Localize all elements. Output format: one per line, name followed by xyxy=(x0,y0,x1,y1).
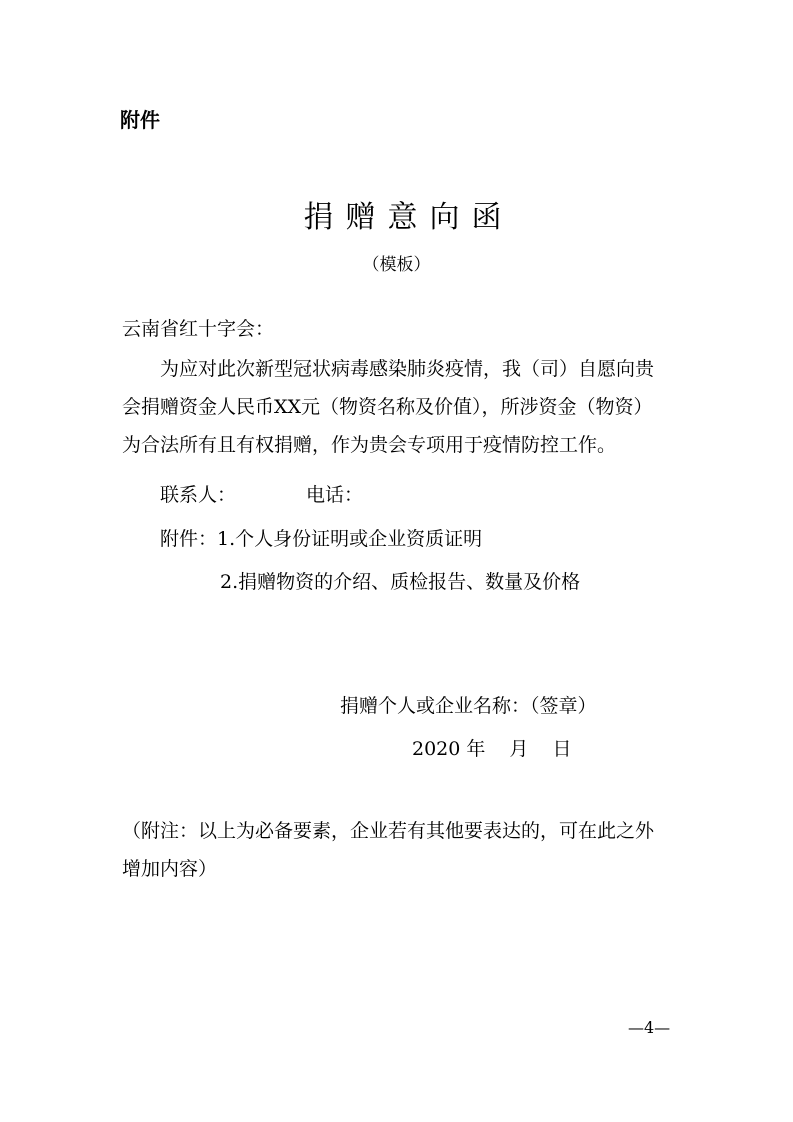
date-day-unit: 日 xyxy=(552,738,572,760)
note-line-2: 增加内容） xyxy=(122,858,218,880)
body-paragraph xyxy=(122,350,682,464)
body-line-1: 为应对此次新型冠状病毒感染肺炎疫情，我（司）自愿向贵 xyxy=(160,358,655,380)
signer-label: 捐赠个人或企业名称：（签章） xyxy=(340,695,597,717)
contact-phone-label: 电话： xyxy=(306,484,364,506)
signature-date xyxy=(412,730,571,768)
salutation: 云南省红十字会： xyxy=(122,318,275,340)
contact-person-label: 联系人： xyxy=(160,484,237,506)
date-year: 2020 xyxy=(412,738,461,760)
document-subtitle: （模板） xyxy=(362,255,431,275)
body-line-2: 会捐赠资金人民币XX元（物资名称及价值），所涉资金（物资） xyxy=(122,396,653,418)
body-line-3: 为合法所有且有权捐赠，作为贵会专项用于疫情防控工作。 xyxy=(122,434,617,456)
page-number: —4— xyxy=(628,1018,671,1037)
attachment-label: 附件 xyxy=(120,108,160,132)
document-title: 捐赠意向函 xyxy=(303,200,514,235)
note-paragraph xyxy=(122,812,692,888)
attachment-item-2: 2.捐赠物资的介绍、质检报告、数量及价格 xyxy=(220,571,581,593)
attachment-item-1: 附件：1.个人身份证明或企业资质证明 xyxy=(160,528,483,550)
date-month-unit: 月 xyxy=(509,738,529,760)
date-year-unit: 年 xyxy=(466,738,486,760)
contact-line xyxy=(160,476,363,514)
note-line-1: （附注：以上为必备要素，企业若有其他要表达的，可在此之外 xyxy=(122,820,655,842)
